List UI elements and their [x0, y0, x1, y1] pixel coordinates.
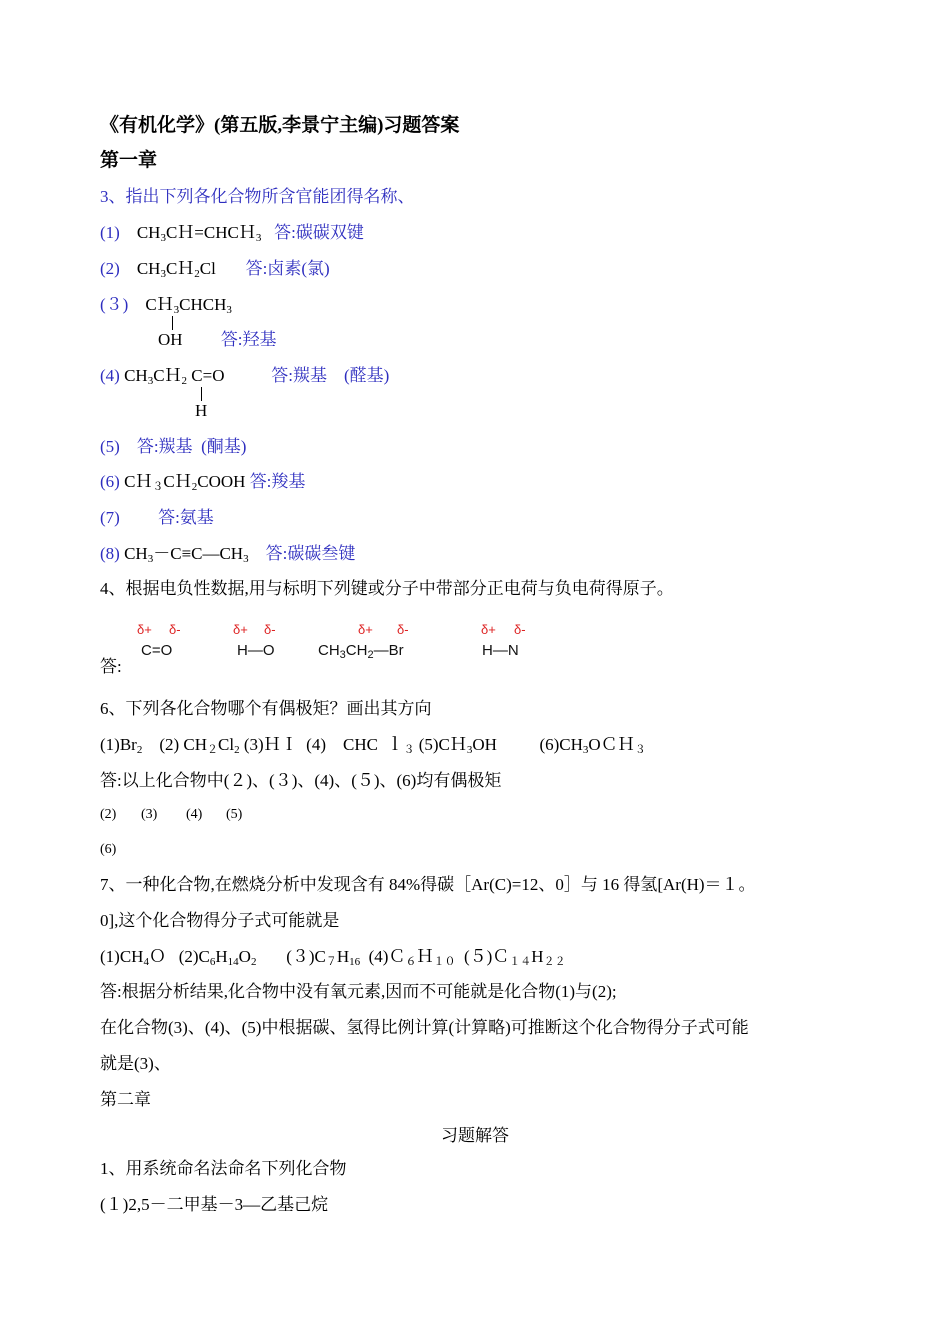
delta-minus: δ- — [169, 622, 181, 637]
q3-item-3: (３) $CH_3CHCH_3$ — [100, 295, 232, 316]
q6-label: (5) — [226, 807, 243, 822]
q4-prompt: 4、根据电负性数据,用与标明下列键或分子中带部分正电荷与负电荷得原子。 — [100, 579, 674, 598]
q3-item-4: (4) $CH_3CH_2$ C=O 答:羰基 (醛基) — [100, 366, 390, 387]
delta-minus: δ- — [514, 622, 526, 637]
q3-item-3-substituent: OH 答:羟基 — [158, 330, 277, 349]
delta-plus: δ+ — [137, 622, 152, 637]
delta-plus: δ+ — [358, 622, 373, 637]
q3-item-4-substituent: H — [195, 401, 208, 420]
q6-label: (6) — [100, 842, 117, 857]
q7-answer-line3: 就是(3)、 — [100, 1054, 171, 1073]
q7-answer-line2: 在化合物(3)、(4)、(5)中根据碳、氢得比例计算(计算略)可推断这个化合物得分子式可能 — [100, 1018, 749, 1037]
q7-prompt-line2: 0],这个化合物得分子式可能就是 — [100, 911, 340, 930]
q7-prompt-line1: 7、一种化合物,在燃烧分析中发现含有 84%得碳［Ar(C)=12、0］与 16 得氢[Ar(H)＝１。 — [100, 875, 756, 894]
q4-answer-label: 答: — [100, 657, 122, 676]
formula: C=O — [141, 642, 173, 659]
delta-minus: δ- — [397, 622, 409, 637]
chapter-1-heading: 第一章 — [100, 150, 158, 171]
bond-line — [172, 316, 173, 330]
q3-item-5: (5) 答:羰基 (酮基) — [100, 437, 247, 456]
chapter-2-heading: 第二章 — [100, 1090, 151, 1109]
section-subtitle: 习题解答 — [441, 1126, 509, 1145]
document-title: 《有机化学》(第五版,李景宁主编)习题答案 — [100, 115, 460, 136]
q3-item-6: (6) CＨ$_3$CＨ$_2$COOH 答:羧基 — [100, 472, 306, 493]
q6-prompt: 6、下列各化合物哪个有偶极矩？画出其方向 — [100, 699, 432, 718]
delta-plus: δ+ — [233, 622, 248, 637]
q7-options: $(1)CH_4O$ $(2)C_6H_{14}O_2$ $(3)C_7H_{16}$ (4)Ｃ$_6$Ｈ$_{10}$ $(5)C_{14}H_{22}$ — [100, 947, 566, 968]
q3-item-2: (2) $CH_3CH_2Cl$ 答:卤素(氯) — [100, 259, 330, 280]
ch2-q1-answer: (１)2,5－二甲基－3—乙基己烷 — [100, 1195, 329, 1214]
formula: $CH_3CH_2—Br$ — [318, 642, 404, 661]
q3-item-8: (8) $CH_3-C\equiv C—CH_3$ 答:碳碳叁键 — [100, 544, 356, 565]
q3-item-7: (7) 答:氨基 — [100, 508, 214, 527]
q3-prompt: 3、指出下列各化合物所含官能团得名称、 — [100, 187, 415, 206]
bond-line — [201, 387, 202, 401]
ch2-q1-prompt: 1、用系统命名法命名下列化合物 — [100, 1159, 347, 1178]
q6-answer: 答:以上化合物中(２)、(３)、(4)、(５)、(6)均有偶极矩 — [100, 771, 502, 790]
q6-compound-list: $(1)Br_2$ (2) $CH_2Cl_2$ (3)ＨＩ (4) CHC ｌ$_3$ (5)CＨ$_3$OH $(6)CH_3OCH_3$ — [100, 735, 646, 756]
formula: H—O — [237, 642, 275, 659]
q7-answer-line1: 答:根据分析结果,化合物中没有氧元素,因而不可能就是化合物(1)与(2); — [100, 982, 617, 1001]
q3-item-1: (1) $CH_3CH=CHCH_3$ 答:碳碳双键 — [100, 223, 364, 244]
delta-plus: δ+ — [481, 622, 496, 637]
delta-minus: δ- — [264, 622, 276, 637]
q6-label: (4) — [186, 807, 203, 822]
formula: H—N — [482, 642, 519, 659]
q6-label: (2) — [100, 807, 117, 822]
q6-label: (3) — [141, 807, 158, 822]
